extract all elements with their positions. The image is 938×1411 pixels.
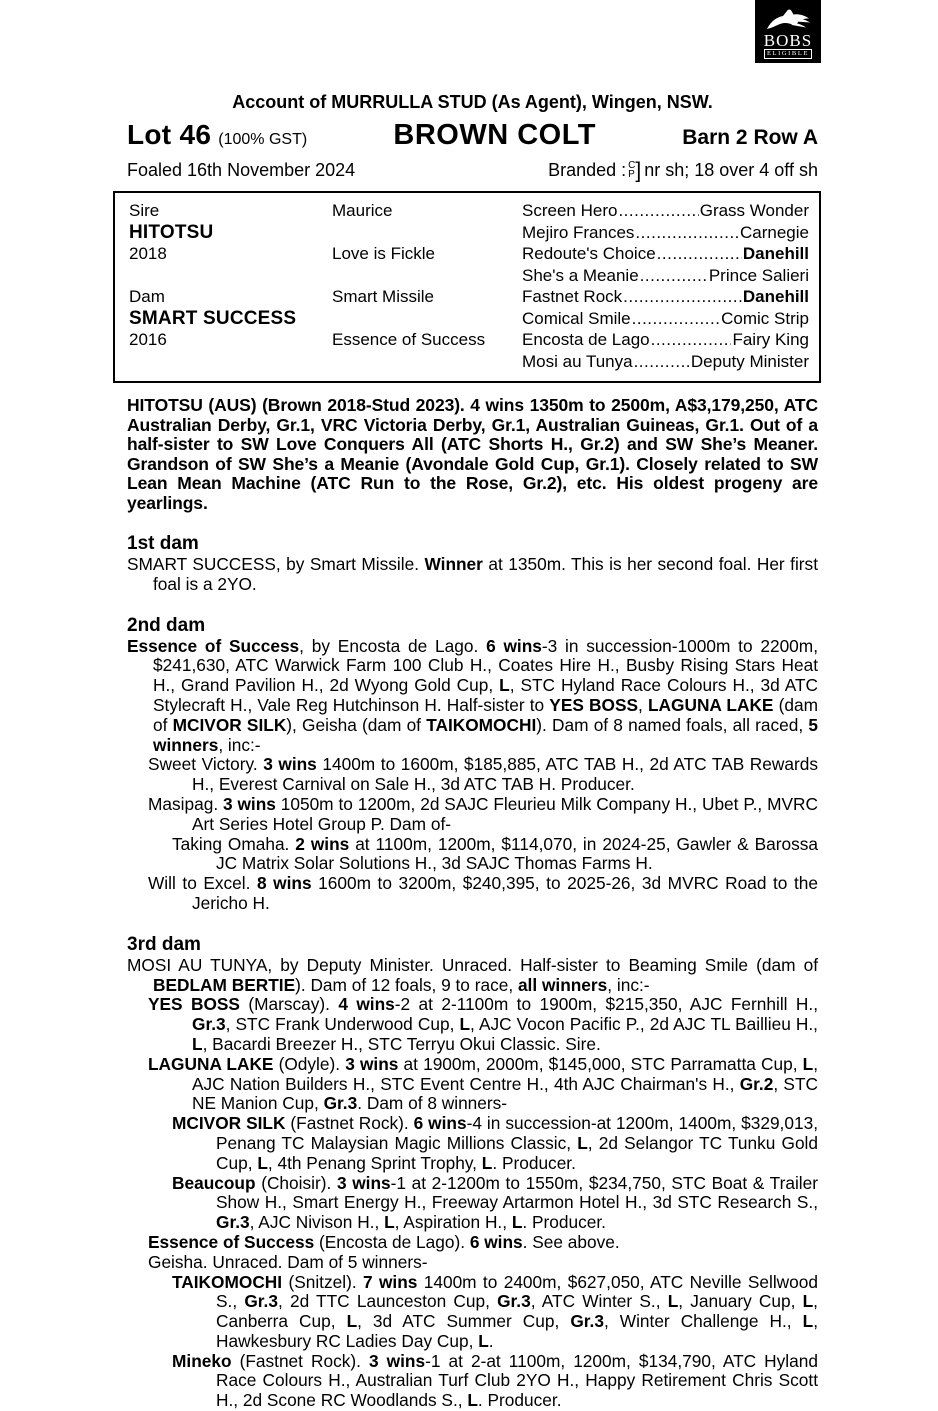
progeny-paragraph (148, 795, 818, 835)
text-run: (Odyle). (273, 1053, 346, 1074)
progeny-paragraph (148, 874, 818, 914)
section-heading-2nd-dam: 2nd dam (127, 614, 206, 636)
bold-text-run: Beaucoup (172, 1172, 256, 1193)
bold-text-run: BEDLAM BERTIE (153, 974, 296, 995)
pedigree-row (129, 308, 809, 330)
brand-bottom-letter: P (628, 168, 635, 180)
text-run: (Marscay). (239, 994, 339, 1015)
ancestor-sire: Grass Wonder (699, 201, 809, 220)
text-run: (Choisir). (255, 1172, 337, 1193)
text-run: , Hawkesbury RC Ladies Day Cup, (216, 1311, 818, 1351)
text-run: Will to Excel. (148, 873, 257, 894)
dot-leader (657, 243, 742, 265)
progeny-paragraph (148, 1233, 818, 1253)
text-run: 1400m to 2400m, $627,050, ATC Neville Sellwood S., (216, 1271, 818, 1312)
text-run: , inc:- (607, 974, 650, 995)
text-run: ). Dam of 8 named foals, all raced, (536, 714, 809, 735)
pedigree-row (129, 265, 809, 287)
ancestor-name: Comical Smile (522, 308, 631, 328)
pedigree-grandparents (522, 308, 809, 330)
bold-text-run: L (384, 1212, 395, 1233)
pedigree-row (129, 243, 809, 265)
pedigree-grandparents (522, 200, 809, 222)
bold-text-run: Gr.3 (192, 1014, 226, 1035)
section-heading-3rd-dam: 3rd dam (127, 933, 201, 955)
text-run: (Fastnet Rock). (231, 1350, 369, 1371)
bold-text-run: 6 wins (413, 1113, 467, 1134)
bold-text-run: L (481, 1152, 493, 1173)
text-run: at 1900m, 2000m, $145,000, STC Parramatta Cup, (398, 1053, 803, 1074)
dot-leader (618, 200, 698, 222)
text-run: SMART SUCCESS, by Smart Missile. (127, 554, 425, 574)
pedigree-grandparents (522, 222, 809, 244)
text-run: , STC NE Manion Cup, (192, 1073, 818, 1114)
text-run: , STC Frank Underwood Cup, (225, 1014, 460, 1035)
progeny-paragraph (148, 995, 818, 1054)
text-run: 1400m to 1600m, $185,885, ATC TAB H., 2d ATC TAB Rewards H., Everest Carnival on Sale H., 3d ATC TAB H. Producer. (192, 754, 818, 795)
text-run: -4 in succession-at 1200m, 1400m, $329,013, Penang TC Malaysian Magic Millions Classic, (216, 1113, 818, 1153)
bold-text-run: L (467, 1390, 478, 1411)
ancestor-name: Screen Hero (522, 201, 618, 220)
pedigree-grandparents (522, 351, 809, 373)
bold-text-run: TAIKOMOCHI (426, 714, 537, 735)
section-heading-1st-dam: 1st dam (127, 533, 199, 554)
dot-leader (623, 286, 742, 308)
pedigree-row (129, 329, 809, 351)
page-title: BROWN COLT (393, 119, 597, 151)
ancestor-name: She's a Meanie (522, 265, 639, 285)
text-run: , inc:- (218, 734, 261, 755)
ancestor-name: Fastnet Rock (522, 287, 623, 306)
text-run: Taking Omaha. (172, 833, 296, 854)
branded-info (548, 157, 818, 183)
pedigree-row (129, 286, 809, 308)
text-run: Geisha. Unraced. Dam of 5 winners- (148, 1251, 428, 1272)
text-run: Masipag. (148, 793, 223, 814)
pedigree-role: HITOTSU (129, 221, 214, 243)
bold-text-run: Essence of Success (127, 635, 300, 656)
text-run: (Fastnet Rock). (285, 1113, 414, 1134)
pedigree-grandparents (522, 243, 809, 265)
bold-text-run: L (802, 1311, 814, 1332)
pedigree-role: 2018 (129, 244, 167, 263)
ancestor-sire: Danehill (742, 287, 809, 306)
text-run: 1600m to 3200m, $240,395, to 2025-26, 3d MVRC Road to the Jericho H. (192, 873, 818, 913)
bold-text-run: L (346, 1311, 358, 1332)
branded-suffix: nr sh; 18 over 4 off sh (644, 160, 818, 180)
bold-text-run: MCIVOR SILK (172, 1113, 286, 1134)
bold-text-run: L (577, 1132, 588, 1153)
progeny-paragraph (172, 1352, 818, 1411)
text-run: -3 in succession-1000m to 2200m, $241,630, ATC Warwick Farm 100 Club H., Coates Hire H., Busby Rising Stars Heat H., Grand Pavilion H., 2d Wyong Gold Cup, (153, 635, 818, 696)
bold-text-run: 6 wins (469, 1231, 523, 1252)
dam-paragraph (127, 956, 818, 996)
bold-text-run: Gr.3 (323, 1093, 358, 1114)
bold-text-run: 3 wins (263, 754, 317, 775)
text-run: , 2d Selangor TC Tunku Gold Cup, (216, 1132, 818, 1173)
pedigree-grandparents (522, 265, 809, 287)
foaled-row (127, 157, 818, 183)
pedigree-role: SMART SUCCESS (129, 307, 297, 329)
text-run: MOSI AU TUNYA, by Deputy Minister. Unraced. Half-sister to Beaming Smile (dam of (127, 954, 818, 975)
text-run: . Producer. (492, 1152, 576, 1173)
dot-leader (651, 329, 732, 351)
text-run: (Encosta de Lago). (314, 1231, 470, 1252)
progeny-paragraph (172, 1174, 818, 1233)
bold-text-run: Essence of Success (148, 1231, 315, 1252)
bold-text-run: L (257, 1152, 268, 1173)
pedigree-parent: Maurice (332, 201, 393, 220)
text-run: , Winter Challenge H., (603, 1311, 803, 1332)
text-run: 1050m to 1200m, 2d SAJC Fleurieu Milk Company H., Ubet P., MVRC Art Series Hotel Group P. Dam of- (192, 793, 818, 834)
lot-number: Lot 46 (127, 119, 212, 150)
progeny-paragraph (148, 1055, 818, 1114)
text-run: , 3d ATC Summer Cup, (357, 1311, 571, 1332)
bold-text-run: 5 winners (153, 714, 818, 755)
pedigree-role: 2016 (129, 330, 167, 349)
bold-text-run: 8 wins (256, 873, 312, 894)
bold-text-run: 3 wins (336, 1172, 391, 1193)
ancestor-sire: Comic Strip (721, 308, 809, 328)
progeny-paragraph (172, 835, 818, 875)
ancestor-sire: Danehill (742, 244, 809, 263)
text-run: (dam of (153, 694, 818, 735)
text-run: -1 at 2-1200m to 1550m, $234,750, STC Boat & Trailer Show H., Smart Energy H., Freeway Artarmon Hotel H., 3d STC Research S., (216, 1172, 818, 1213)
brand-mark (628, 157, 642, 183)
dot-leader (635, 222, 739, 244)
bold-text-run: L (667, 1291, 679, 1312)
text-run: , 4th Penang Sprint Trophy, (267, 1152, 482, 1173)
catalogue-page (113, 0, 821, 1411)
bold-text-run: 4 wins (338, 994, 395, 1015)
text-run: -1 at 2-at 1100m, 1200m, $134,790, ATC Hyland Race Colours H., Australian Turf Club 2YO H., Happy Retirement Chris Scott H., 2d Scone RC Woodlands S., (216, 1350, 818, 1411)
dam-paragraph (127, 555, 818, 595)
pedigree-parent: Love is Fickle (332, 244, 435, 263)
bold-text-run: TAIKOMOCHI (172, 1271, 283, 1292)
bold-text-run: Gr.3 (216, 1212, 250, 1233)
text-run: , AJC Nation Builders H., STC Event Centre H., 4th AJC Chairman's H., (192, 1053, 819, 1094)
ancestor-name: Encosta de Lago (522, 330, 650, 349)
text-run: , January Cup, (678, 1291, 803, 1312)
ancestor-sire: Deputy Minister (690, 351, 809, 371)
bold-text-run: L (459, 1014, 471, 1035)
gst-note: (100% GST) (218, 131, 308, 148)
bold-text-run: Gr.3 (570, 1311, 604, 1332)
dam-paragraph (127, 637, 818, 756)
text-run: , by Encosta de Lago. (299, 635, 487, 656)
text-run: at 1350m. This is her second foal. Her first foal is a 2YO. (153, 554, 818, 594)
text-run: , AJC Nivison H., (249, 1212, 385, 1233)
bold-text-run: L (478, 1330, 489, 1351)
header (127, 92, 818, 181)
progeny-paragraph (172, 1273, 818, 1352)
text-run: . See above. (522, 1231, 620, 1252)
text-run: , Aspiration H., (394, 1212, 512, 1233)
bold-text-run: LAGUNA LAKE (148, 1053, 274, 1074)
bold-text-run: Gr.3 (497, 1291, 531, 1312)
bold-text-run: 2 wins (295, 833, 350, 854)
text-run: at 1100m, 1200m, $114,070, in 2024-25, Gawler & Barossa JC Matrix Solar Solutions H., 3d SAJC Thomas Farms H. (216, 833, 819, 874)
foaled-date: Foaled 16th November 2024 (127, 160, 356, 180)
text-run: ), Geisha (dam of (286, 714, 427, 735)
ancestor-sire: Carnegie (740, 222, 809, 242)
text-run: ). Dam of 12 foals, 9 to race, (295, 974, 518, 995)
bold-text-run: L (802, 1053, 814, 1074)
text-run: , Canberra Cup, (216, 1291, 818, 1332)
text-run: . Producer. (477, 1390, 562, 1411)
bold-text-run: 3 wins (222, 793, 276, 814)
bobs-eligible-badge (755, 0, 821, 63)
eligible-label: ELIGIBLE (764, 49, 812, 59)
bold-text-run: Winner (424, 554, 483, 574)
bold-text-run: 3 wins (369, 1350, 426, 1371)
bold-text-run: LAGUNA LAKE (647, 694, 774, 715)
dot-leader (634, 351, 690, 373)
ancestor-sire: Fairy King (732, 330, 809, 349)
text-run: . Producer. (522, 1212, 606, 1233)
bold-text-run: Mineko (172, 1350, 232, 1371)
text-run: (Snitzel). (282, 1271, 363, 1292)
text-run: , Bacardi Breezer H., STC Terryu Okui Classic. Sire. (202, 1033, 601, 1054)
ancestor-sire: Prince Salieri (708, 265, 809, 285)
branded-prefix: Branded : (548, 160, 627, 180)
progeny-paragraph (148, 755, 818, 795)
pedigree-role: Sire (129, 201, 160, 220)
bold-text-run: YES BOSS (549, 694, 639, 715)
bold-text-run: Gr.3 (244, 1291, 278, 1312)
pedigree-grandparents (522, 286, 809, 308)
pedigree-parent: Smart Missile (332, 287, 435, 306)
bold-text-run: 7 wins (362, 1271, 418, 1292)
progeny-paragraph (172, 1114, 818, 1173)
sire-summary-paragraph: HITOTSU (AUS) (Brown 2018-Stud 2023). 4 wins 1350m to 2500m, A$3,179,250, ATC Australian Derby, Gr.1, VRC Victoria Derby, Gr.1, Australian Guineas, Gr.1. Out of a half-sister to SW Love Conquers All (ATC Shorts H., Gr.2) and SW She’s Meaner. Grandson of SW She’s a Meanie (Avondale Gold Cup, Gr.1). Closely related to SW Lean Mean Machine (ATC Run to the Rose, Gr.2), etc. His oldest progeny are yearlings. (127, 395, 818, 513)
ancestor-name: Mejiro Frances (522, 222, 635, 242)
account-line: Account of MURRULLA STUD (As Agent), Wingen, NSW. (232, 92, 713, 112)
text-run: , 2d TTC Launceston Cup, (277, 1291, 498, 1312)
bold-text-run: L (511, 1212, 523, 1233)
bold-text-run: 3 wins (345, 1053, 399, 1074)
text-run: , (638, 694, 648, 715)
progeny-paragraph (148, 1253, 818, 1273)
bobs-label: BOBS (763, 31, 813, 50)
bold-text-run: MCIVOR SILK (172, 714, 287, 735)
bold-text-run: 6 wins (486, 635, 542, 656)
text-run: -2 at 2-1100m to 1900m, $215,350, AJC Fernhill H., (394, 994, 819, 1015)
pedigree-row (129, 222, 809, 244)
text-run: , AJC Vocon Pacific P., 2d AJC TL Baillieu H., (470, 1014, 818, 1035)
brand-bracket: ] (635, 157, 642, 183)
pedigree-row (129, 200, 809, 222)
ancestor-name: Redoute's Choice (522, 244, 656, 263)
dot-leader (640, 265, 708, 287)
pedigree-parent: Essence of Success (332, 330, 486, 349)
bold-text-run: Gr.2 (739, 1073, 774, 1094)
bold-text-run: L (192, 1033, 203, 1054)
dot-leader (632, 308, 721, 330)
text-run: . (488, 1330, 494, 1351)
text-run: . Dam of 8 winners- (357, 1093, 508, 1114)
bold-text-run: all winners (517, 974, 608, 995)
ancestor-name: Mosi au Tunya (522, 351, 633, 371)
text-run: Sweet Victory. (148, 754, 264, 775)
pedigree-grandparents (522, 329, 809, 351)
pedigree-details (127, 396, 818, 1411)
bold-text-run: YES BOSS (148, 994, 240, 1015)
pedigree-role: Dam (129, 287, 165, 306)
barn-location: Barn 2 Row A (682, 126, 818, 149)
horse-head-icon (765, 8, 811, 33)
lot-row (127, 119, 818, 152)
bold-text-run: L (499, 675, 510, 696)
brand-top-letter: C (628, 160, 636, 171)
pedigree-row (129, 351, 809, 373)
text-run: , ATC Winter S., (530, 1291, 668, 1312)
text-run: , STC Hyland Race Colours H., 3d ATC Stylecraft H., Vale Reg Hutchinson H. Half-sister to (153, 675, 818, 715)
bold-text-run: L (802, 1291, 814, 1312)
pedigree-table (113, 191, 821, 383)
brand-stack (628, 162, 635, 179)
